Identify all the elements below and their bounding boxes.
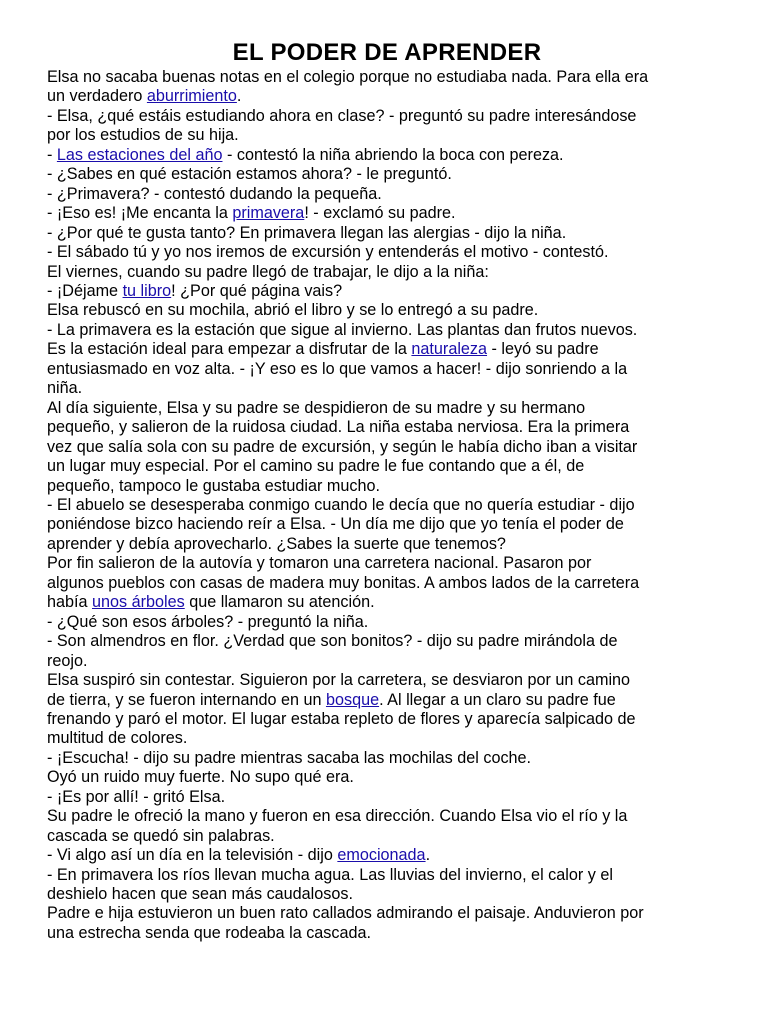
text-segment: . [425,846,431,865]
text-line [47,535,727,554]
text-line [47,613,727,632]
text-line [47,827,727,846]
text-segment: Elsa rebuscó en su mochila, abrió el libro y se lo entregó a su padre. [47,301,539,320]
text-line [47,632,727,651]
text-segment: niña. [47,379,83,398]
text-segment: ! - exclamó su padre. [304,204,456,223]
text-line [47,885,727,904]
inline-link[interactable]: aburrimiento [146,87,237,106]
text-line [47,146,727,165]
text-segment: de tierra, y se fueron internando en un [47,690,326,709]
text-line [47,340,727,359]
text-segment: - Vi algo así un día en la televisión - dijo [47,846,338,865]
text-segment: - El abuelo se desesperaba conmigo cuando le decía que no quería estudiar - dijo [47,495,635,514]
text-line [47,749,727,768]
inline-link[interactable]: naturaleza [411,340,488,359]
text-segment: un lugar muy especial. Por el camino su padre le fue contando que a él, de [47,457,585,476]
text-line [47,768,727,787]
text-line [47,204,727,223]
text-segment: reojo. [47,651,88,670]
text-line [47,185,727,204]
text-line [47,263,727,282]
text-segment: - [47,145,57,164]
text-line [47,574,727,593]
text-segment: - ¡Es por allí! - gritó Elsa. [47,787,226,806]
text-line [47,807,727,826]
text-line [47,224,727,243]
text-line [47,457,727,476]
text-line [47,593,727,612]
text-segment: Es la estación ideal para empezar a disfrutar de la [47,340,412,359]
text-segment: - ¡Eso es! ¡Me encanta la [47,204,233,223]
text-line [47,68,727,87]
document-page [47,38,727,943]
text-segment: Su padre le ofreció la mano y fueron en esa dirección. Cuando Elsa vio el río y la [47,807,628,826]
text-line [47,788,727,807]
text-line [47,418,727,437]
text-segment: pequeño, tampoco le gustaba estudiar mucho. [47,476,380,495]
text-segment: que llamaron su atención. [184,593,375,612]
text-line [47,729,727,748]
text-line [47,107,727,126]
text-line [47,671,727,690]
text-line [47,924,727,943]
text-segment: vez que salía sola con su padre de excursión, y según le había dicho iban a visitar [47,437,638,456]
text-segment: . Al llegar a un claro su padre fue [379,690,616,709]
text-segment: había [47,593,93,612]
inline-link[interactable]: emocionada [337,846,426,865]
text-segment: frenando y paró el motor. El lugar estaba repleto de flores y aparecía salpicado de [47,709,636,728]
text-segment: Padre e hija estuvieron un buen rato callados admirando el paisaje. Anduvieron por [47,904,644,923]
text-segment: por los estudios de su hija. [47,126,239,145]
text-segment: aprender y debía aprovecharlo. ¿Sabes la suerte que tenemos? [47,534,506,553]
text-segment: deshielo hacen que sean más caudalosos. [47,885,353,904]
text-segment: Elsa no sacaba buenas notas en el colegio porque no estudiaba nada. Para ella era [47,68,649,86]
text-segment: ! ¿Por qué página vais? [171,281,343,300]
text-line [47,282,727,301]
text-segment: - Elsa, ¿qué estáis estudiando ahora en clase? - preguntó su padre interesándose [47,106,637,125]
text-segment: Elsa suspiró sin contestar. Siguieron por la carretera, se desviaron por un camino [47,671,631,690]
text-segment: algunos pueblos con casas de madera muy bonitas. A ambos lados de la carretera [47,573,640,592]
text-segment: - ¿Sabes en qué estación estamos ahora? - le preguntó. [47,165,452,184]
text-segment: Oyó un ruido muy fuerte. No supo qué era. [47,768,354,787]
text-line [47,301,727,320]
text-line [47,904,727,923]
text-segment: - contestó la niña abriendo la boca con pereza. [222,145,564,164]
text-segment: - ¿Qué son esos árboles? - preguntó la niña. [47,612,369,631]
text-segment: Al día siguiente, Elsa y su padre se despidieron de su madre y su hermano [47,398,586,417]
text-segment: cascada se quedó sin palabras. [47,826,275,845]
inline-link[interactable]: tu libro [122,281,172,300]
text-line [47,126,727,145]
text-segment: - ¡Déjame [47,281,123,300]
text-line [47,399,727,418]
text-segment: - En primavera los ríos llevan mucha agua. Las lluvias del invierno, el calor y el [47,865,613,884]
text-line [47,554,727,573]
text-segment: Por fin salieron de la autovía y tomaron una carretera nacional. Pasaron por [47,554,592,573]
text-segment: - ¿Por qué te gusta tanto? En primavera llegan las alergias - dijo la niña. [47,223,567,242]
document-body [47,68,727,943]
text-line [47,379,727,398]
text-segment: entusiasmado en voz alta. - ¡Y eso es lo que vamos a hacer! - dijo sonriendo a la [47,359,628,378]
text-line [47,438,727,457]
inline-link[interactable]: unos árboles [92,593,185,612]
text-line [47,515,727,534]
text-segment: - Son almendros en flor. ¿Verdad que son bonitos? - dijo su padre mirándola de [47,632,618,651]
text-line [47,496,727,515]
text-segment: - ¿Primavera? - contestó dudando la pequeña. [47,184,382,203]
text-line [47,866,727,885]
text-line [47,87,727,106]
text-segment: . [236,87,242,106]
text-segment: multitud de colores. [47,729,188,748]
text-line [47,652,727,671]
text-segment: - El sábado tú y yo nos iremos de excursión y entenderás el motivo - contestó. [47,243,609,262]
text-line [47,165,727,184]
text-line [47,360,727,379]
inline-link[interactable]: bosque [325,690,380,709]
text-segment: poniéndose bizco haciendo reír a Elsa. - Un día me dijo que yo tenía el poder de [47,515,624,534]
text-segment: una estrecha senda que rodeaba la cascada. [47,923,371,942]
text-segment: - leyó su padre [487,340,599,359]
text-line [47,691,727,710]
text-line [47,710,727,729]
text-segment: El viernes, cuando su padre llegó de trabajar, le dijo a la niña: [47,262,489,281]
text-segment: un verdadero [47,87,147,106]
text-segment: - ¡Escucha! - dijo su padre mientras sacaba las mochilas del coche. [47,748,532,767]
inline-link[interactable]: primavera [232,204,305,223]
inline-link[interactable]: Las estaciones del año [56,145,223,164]
text-line [47,846,727,865]
document-title: EL PODER DE APRENDER [232,39,542,66]
text-line [47,243,727,262]
text-segment: pequeño, y salieron de la ruidosa ciudad. La niña estaba nerviosa. Era la primera [47,418,630,437]
text-line [47,477,727,496]
text-segment: - La primavera es la estación que sigue al invierno. Las plantas dan frutos nuevos. [47,320,638,339]
text-line [47,321,727,340]
